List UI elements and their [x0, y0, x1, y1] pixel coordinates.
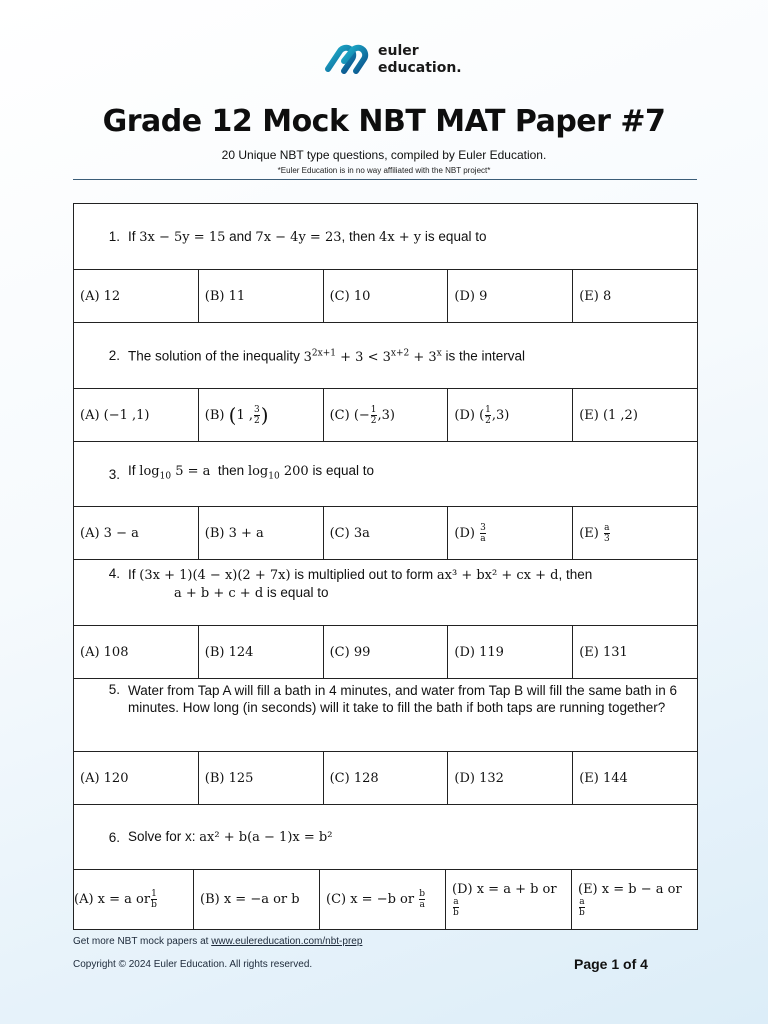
option-c[interactable]: (C) (− $\frac{1}{2}$ ,3): [324, 389, 449, 441]
question-2: [74, 323, 697, 389]
question-text: Solve for x: ax² + b(a − 1)x = b²: [128, 829, 333, 845]
footer-more-text: Get more NBT mock papers at: [73, 936, 209, 947]
question-number: 2.: [108, 348, 120, 363]
option-d[interactable]: (D) 119: [448, 626, 573, 678]
option-b[interactable]: (B) x = −a or b: [194, 870, 320, 929]
question-number: 6.: [108, 829, 120, 845]
question-number: 4.: [108, 566, 120, 581]
question-3: [74, 442, 697, 507]
option-b[interactable]: (B) 125: [199, 752, 324, 804]
option-e[interactable]: (E) (1 ,2): [579, 407, 638, 423]
question-5: [74, 679, 697, 752]
q-expression: 4x + y: [379, 229, 422, 245]
option-d[interactable]: (D) x = a + b or $\frac{a}{b}$: [446, 870, 572, 929]
answer-row-1: [74, 270, 697, 323]
question-text: If $\log_{10} 5 = a$ then $\log_{10} 200$ is equal to: [128, 463, 374, 482]
option-e[interactable]: (E) 144: [579, 770, 628, 786]
option-c[interactable]: (C) 99: [324, 626, 449, 678]
q-lead: If: [128, 228, 136, 244]
option-a[interactable]: (A) 120: [74, 752, 199, 804]
option-e[interactable]: (E) 131: [579, 644, 628, 660]
question-text: Water from Tap A will fill a bath in 4 minutes, and water from Tap B will fill the same bath in 6 minutes. How long (in seconds) will it take to fill the bath if both taps are running together?: [128, 683, 677, 715]
option-d[interactable]: (D) $\frac{3}{a}$: [448, 507, 573, 559]
option-c[interactable]: (C) 128: [324, 752, 449, 804]
copyright: Copyright © 2024 Euler Education. All rights reserved.: [73, 959, 313, 970]
q-then: , then: [341, 228, 376, 244]
q-inequality: $3^{2x+1} + 3 < 3^{x+2} + 3^x$: [303, 348, 442, 365]
option-e[interactable]: (E) $\frac{a}{3}$: [579, 522, 610, 544]
page-number: Page 1 of 4: [574, 956, 648, 972]
page-title: Grade 12 Mock NBT MAT Paper #7: [102, 104, 666, 139]
option-d[interactable]: (D) 9: [448, 270, 573, 322]
option-a[interactable]: (A) 12: [74, 270, 199, 322]
question-text: [128, 345, 525, 365]
option-e[interactable]: (E) 8: [579, 288, 612, 304]
question-table: [73, 203, 698, 930]
q-equation: 7x − 4y = 23: [255, 229, 342, 245]
option-c[interactable]: (C) x = −b or $\frac{b}{a}$: [320, 870, 446, 929]
brand-line2: education.: [378, 60, 462, 76]
question-text: If (3x + 1)(4 − x)(2 + 7x) is multiplied out to form ax³ + bx² + cx + d, then a + b + c + d is equal to: [128, 567, 593, 601]
option-a[interactable]: (A) x = a or $\frac{1}{b}$: [74, 870, 194, 929]
question-text: [128, 228, 486, 246]
q-and: and: [229, 228, 252, 244]
question-4: [74, 560, 697, 626]
q-tail: is the interval: [445, 348, 526, 364]
q-tail: is equal to: [424, 228, 487, 244]
option-b[interactable]: (B) 3 + a: [199, 507, 324, 559]
answer-row-4: [74, 626, 697, 679]
q-lead: The solution of the inequality: [128, 348, 300, 364]
option-a[interactable]: (A) 108: [74, 626, 199, 678]
q-equation: 3x − 5y = 15: [139, 229, 226, 245]
answer-row-6: [74, 870, 697, 929]
option-a[interactable]: (A) (−1 ,1): [74, 389, 199, 441]
question-number: 5.: [108, 682, 120, 697]
question-number: 3.: [108, 466, 120, 482]
header-divider: [73, 179, 697, 180]
euler-logo: [322, 42, 462, 78]
option-c[interactable]: (C) 10: [324, 270, 449, 322]
brand-line1: euler: [378, 43, 419, 59]
question-6: [74, 805, 697, 870]
answer-row-3: [74, 507, 697, 560]
question-1: [74, 204, 697, 270]
option-b[interactable]: (B) ( 1 , $\frac{3}{2}$ ): [199, 389, 324, 441]
page-subtitle: 20 Unique NBT type questions, compiled by Euler Education.: [221, 148, 547, 162]
option-b[interactable]: (B) 11: [199, 270, 324, 322]
euler-logo-icon: [322, 43, 374, 77]
option-c[interactable]: (C) 3a: [324, 507, 449, 559]
disclaimer: *Euler Education is in no way affiliated with the NBT project*: [277, 166, 491, 175]
footer-url-link[interactable]: www.eulereducation.com/nbt-prep: [211, 936, 363, 947]
question-number: 1.: [108, 229, 120, 244]
answer-row-2: [74, 389, 697, 442]
option-d[interactable]: (D) 132: [448, 752, 573, 804]
option-a[interactable]: (A) 3 − a: [74, 507, 199, 559]
answer-row-5: [74, 752, 697, 805]
option-d[interactable]: (D) ( $\frac{1}{2}$ ,3): [448, 389, 573, 441]
footer-more-papers: [73, 936, 362, 947]
option-e[interactable]: (E) x = b − a or $\frac{a}{b}$: [578, 881, 682, 918]
brand-name: [378, 43, 462, 77]
option-b[interactable]: (B) 124: [199, 626, 324, 678]
